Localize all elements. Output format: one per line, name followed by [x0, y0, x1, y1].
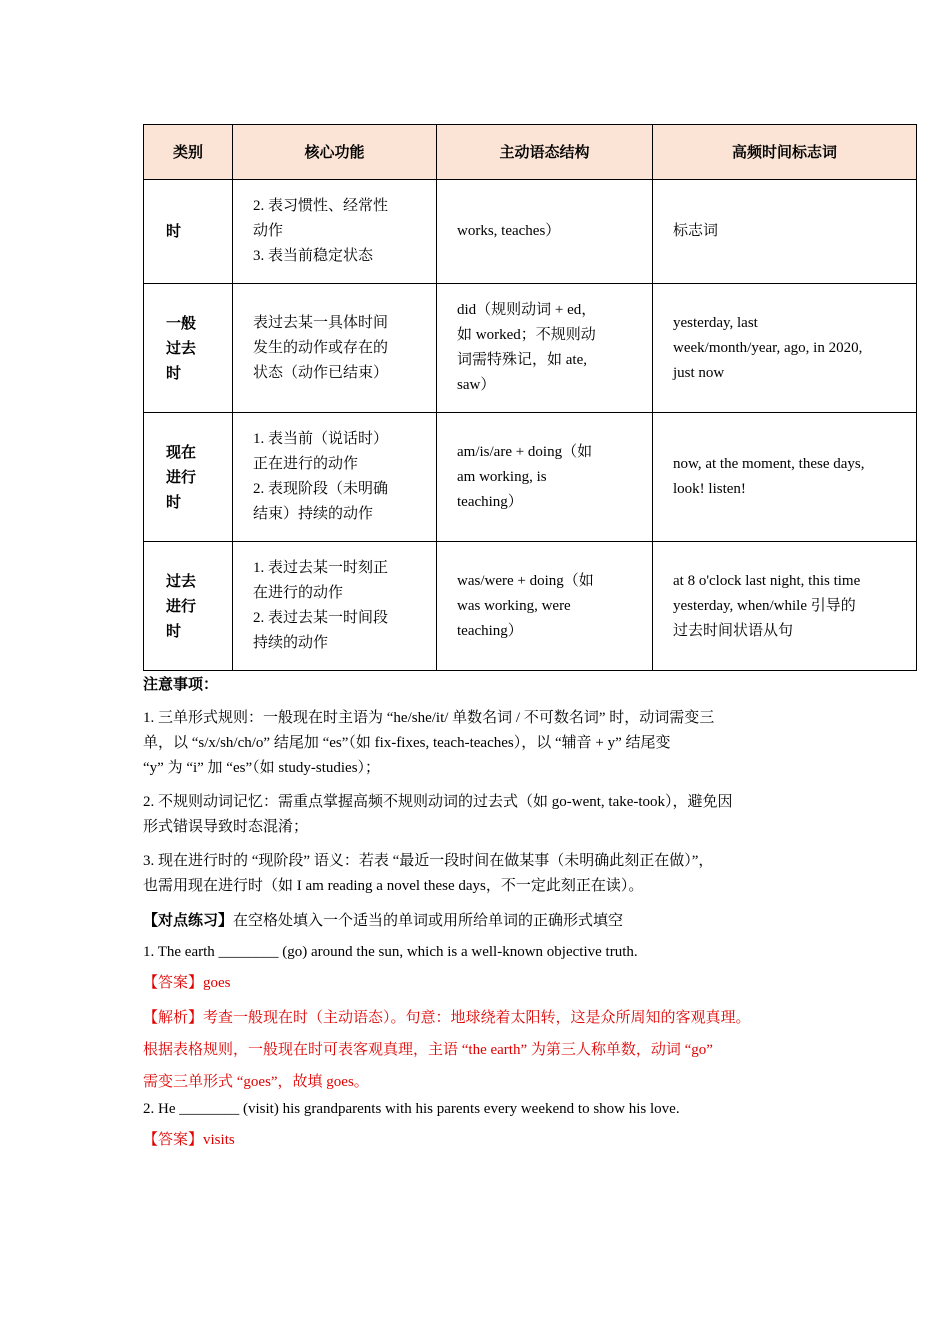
row-structure: am/is/are + doing（如 am working, is teaching）	[437, 413, 653, 542]
tense-table	[143, 124, 917, 671]
row-function: 2. 表习惯性、经常性 动作 3. 表当前稳定状态	[233, 180, 437, 284]
note-item-3: 3. 现在进行时的 “现阶段” 语义：若表 “最近一段时间在做某事（未明确此刻正在做）”， 也需用现在进行时（如 I am reading a novel these days，不一定此刻正在读）。	[143, 853, 714, 894]
row-category: 现在 进行 时	[144, 413, 233, 542]
header-markers: 高频时间标志词	[653, 125, 917, 180]
row-function: 1. 表过去某一时刻正 在进行的动作 2. 表过去某一时间段 持续的动作	[233, 542, 437, 671]
explanation-1-label: 【解析】	[143, 1010, 204, 1026]
answer-2-label: 【答案】	[143, 1132, 204, 1148]
header-function: 核心功能	[233, 125, 437, 180]
header-category: 类别	[144, 125, 233, 180]
row-category: 一般 过去 时	[144, 284, 233, 413]
answer-2	[143, 1128, 843, 1153]
question-2: 2. He ________ (visit) his grandparents with his parents every weekend to show his love.	[143, 1101, 680, 1117]
row-function: 1. 表当前（说话时） 正在进行的动作 2. 表现阶段（未明确 结束）持续的动作	[233, 413, 437, 542]
table-header-row	[144, 125, 917, 180]
row-function: 表过去某一具体时间 发生的动作或存在的 状态（动作已结束）	[233, 284, 437, 413]
table-row	[144, 413, 917, 542]
row-structure: was/were + doing（如 was working, were teaching）	[437, 542, 653, 671]
notes-title: 注意事项：	[143, 677, 219, 693]
explanation-1: 【解析】考查一般现在时（主动语态）。句意：地球绕着太阳转，这是众所周知的客观真理。 根据表格规则，一般现在时可表客观真理，主语 “the earth” 为第三人称单数，动词 “go” 需变三单形式 “goes”，故填 goes。	[143, 1010, 751, 1090]
row-structure: works, teaches）	[437, 180, 653, 284]
row-markers: 标志词	[653, 180, 917, 284]
row-category: 时	[144, 180, 233, 284]
practice-heading	[143, 909, 843, 934]
row-markers: now, at the moment, these days, look! listen!	[653, 413, 917, 542]
table-row	[144, 180, 917, 284]
table-row	[144, 284, 917, 413]
practice-heading-bracket: 【对点练习】	[143, 913, 234, 929]
row-markers: yesterday, last week/month/year, ago, in 2020, just now	[653, 284, 917, 413]
question-1: 1. The earth ________ (go) around the sun, which is a well-known objective truth.	[143, 944, 638, 960]
note-item-2: 2. 不规则动词记忆：需重点掌握高频不规则动词的过去式（如 go-went, take-took），避免因 形式错误导致时态混淆；	[143, 794, 733, 835]
row-structure: did（规则动词 + ed， 如 worked；不规则动 词需特殊记，如 ate, saw）	[437, 284, 653, 413]
header-structure: 主动语态结构	[437, 125, 653, 180]
practice-heading-text: 在空格处填入一个适当的单词或用所给单词的正确形式填空	[233, 913, 624, 929]
row-markers: at 8 o'clock last night, this time yesterday, when/while 引导的 过去时间状语从句	[653, 542, 917, 671]
answer-1-value: goes	[203, 975, 231, 991]
answer-1-label: 【答案】	[143, 975, 204, 991]
answer-2-value: visits	[203, 1132, 235, 1148]
note-item-1: 1. 三单形式规则：一般现在时主语为 “he/she/it/ 单数名词 / 不可数名词” 时，动词需变三 单，以 “s/x/sh/ch/o” 结尾加 “es”（如 fix-fixes, teach-teaches），以 “辅音 + y” 结尾变 “y” 为 “i” 加 “es”（如 study-studies）；	[143, 710, 715, 776]
table-row	[144, 542, 917, 671]
row-category: 过去 进行 时	[144, 542, 233, 671]
answer-1	[143, 971, 843, 996]
